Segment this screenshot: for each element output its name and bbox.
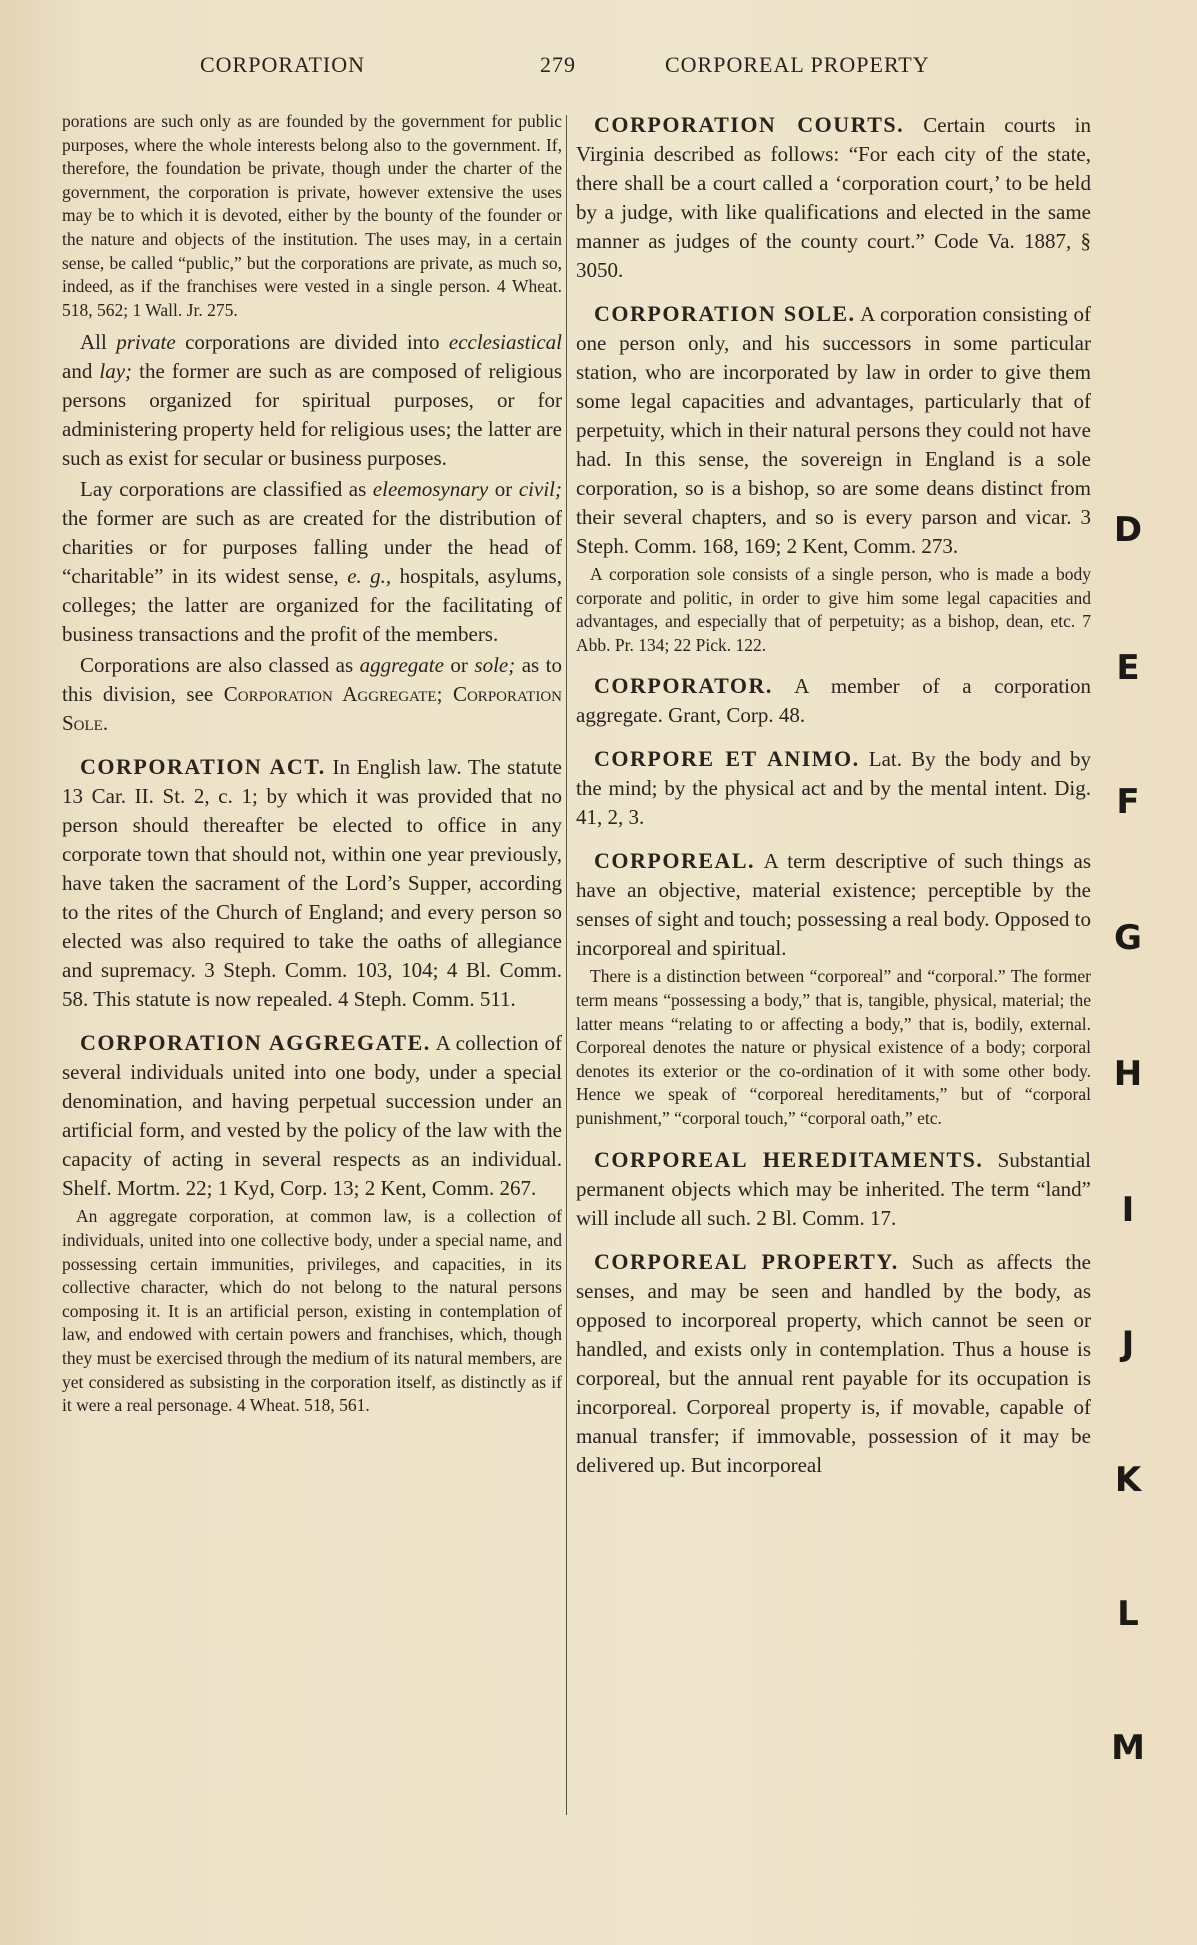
continuation-note: porations are such only as are founded by the government for public purposes, where the whole interests belong also to the government. If, therefore, the foundation be private, though under the charter of the government, the corporation is private, however extensive the uses may be to which it is devoted, either by the bounty of the founder or the nature and objects of the institution. The uses may, in a certain sense, be called “public,” but the corporations are private, as much so, indeed, as if the franchises were vested in a single person. 4 Wheat. 518, 562; 1 Wall. Jr. 275.	[62, 111, 562, 320]
entry-corporation-courts	[576, 110, 1091, 285]
entry-corporation-aggregate	[62, 1028, 562, 1417]
headword: CORPOREAL PROPERTY.	[594, 1248, 899, 1274]
left-column	[62, 110, 562, 1424]
entry-corporator	[576, 671, 1091, 730]
headword: CORPOREAL.	[594, 848, 756, 874]
thumb-index-letter[interactable]: D	[1113, 510, 1143, 550]
definition: Substantial permanent objects which may be inherited. The term “land” will include all such. 2 Bl. Comm. 17.	[576, 1147, 1091, 1230]
headword: CORPORATION AGGREGATE.	[80, 1030, 431, 1056]
thumb-index-letter[interactable]: E	[1116, 648, 1140, 688]
thumb-index-letter[interactable]: K	[1114, 1460, 1142, 1500]
thumb-index-letter[interactable]: M	[1111, 1728, 1145, 1768]
entry-corporation-act	[62, 752, 562, 1014]
definition: A member of a corporation aggregate. Grant, Corp. 48.	[576, 674, 1091, 728]
cross-reference: Corporation Aggregate	[223, 682, 437, 707]
note: There is a distinction between “corporeal” and “corporal.” The former term means “possessing a body,” that is, tangible, physical, material; the latter means “relating to or affecting a body,” that is, bodily, external. Corporeal denotes the nature or physical existence of a body; corporal denotes its exterior or the co-ordination of it with some other body. Hence we speak of “corporeal hereditaments,” but of “corporal punishment,” “corporal touch,” “corporal oath,” etc.	[576, 966, 1091, 1128]
cross-reference: Corporation Sole	[62, 682, 562, 736]
entry-corporation-sole	[576, 299, 1091, 657]
thumb-index-letter[interactable]: I	[1121, 1190, 1135, 1230]
page-number: 279	[540, 52, 576, 77]
note: A corporation sole consists of a single person, who is made a body corporate and politic, in order to give him some legal capacities and advantages, and especially that of perpetuity; as a bishop, dean, etc. 7 Abb. Pr. 134; 22 Pick. 122.	[576, 564, 1091, 655]
headword: CORPORATION ACT.	[80, 754, 326, 780]
definition: Certain courts in Virginia described as follows: “For each city of the state, there shall be a court called a ‘corporation court,’ to be held by a judge, with like qualifications and elected in the same manner as judges of the county court.” Code Va. 1887, § 3050.	[576, 113, 1092, 282]
headword: CORPORE ET ANIMO.	[594, 746, 860, 772]
lay-corporations-paragraph: Lay corporations are classified as eleemosynary or civil; the former are such as are created for the distribution of charities or for purposes falling under the head of “charitable” in its widest sense, e. g., hospitals, asylums, colleges; the latter are organized for the facilitating of business transactions and the profit of the members.	[62, 477, 562, 647]
headword: CORPORATION SOLE.	[594, 301, 856, 326]
definition: A corporation consisting of one person only, and his successors in some particular station, who are incorporated by law in order to give them some legal capacities and advantages, particularly that of perpetuity, which in their natural persons they could not have had. In this sense, the sovereign in England is a sole corporation, so is a bishop, so are some deans distinct from their several chapters, and so is every parson and vicar. 3 Steph. Comm. 168, 169; 2 Kent, Comm. 273.	[576, 302, 1091, 558]
thumb-index-letter[interactable]: G	[1114, 918, 1142, 958]
headword: CORPOREAL HEREDITAMENTS.	[594, 1146, 984, 1172]
entry-corporeal-property	[576, 1247, 1091, 1480]
note: An aggregate corporation, at common law, is a collection of individuals, united into one collective body, under a special name, and possessing certain immunities, privileges, and capacities, in its collective character, which do not belong to the natural persons composing it. It is an artificial person, existing in contemplation of law, and endowed with certain powers and franchises, which, though they must be exercised through the medium of its natural members, are yet considered as subsisting in the corporation itself, as distinctly as if it were a real personage. 4 Wheat. 518, 561.	[62, 1206, 562, 1416]
definition: A term descriptive of such things as have an objective, material existence; perceptible by the senses of sight and touch; possessing a real body. Opposed to incorporeal and spiritual.	[576, 849, 1091, 961]
definition: Such as affects the senses, and may be seen and handled by the body, as opposed to incorporeal property, which cannot be seen or handled, and exists only in contemplation. Thus a house is corporeal, but the annual rent payable for its occupation is incorporeal. Corporeal property is, if movable, capable of manual transfer; if immovable, possession of it may be delivered up. But incorporeal	[576, 1249, 1091, 1477]
right-column	[576, 110, 1091, 1482]
entry-corporeal	[576, 846, 1091, 1130]
column-divider	[566, 115, 567, 1815]
running-head	[200, 52, 990, 82]
thumb-index-letter[interactable]: F	[1116, 782, 1140, 822]
entry-corporeal-hereditaments	[576, 1145, 1091, 1233]
private-corporations-paragraph: All private corporations are divided into ecclesiastical and lay; the former are such as are composed of religious persons organized for spiritual purposes, or for administering property held for religious uses; the latter are such as exist for secular or business purposes.	[62, 330, 562, 471]
running-head-left: CORPORATION	[200, 52, 366, 77]
definition: In English law. The statute 13 Car. II. St. 2, c. 1; by which it was provided that no person should thereafter be elected to office in any corporate town that should not, within one year previously, have taken the sacrament of the Lord’s Supper, according to the rites of the Church of England; and every person so elected was also required to take the oaths of allegiance and supremacy. 3 Steph. Comm. 103, 104; 4 Bl. Comm. 58. This statute is now repealed. 4 Steph. Comm. 511.	[62, 755, 562, 1012]
aggregate-sole-paragraph: Corporations are also classed as aggregate or sole; as to this division, see Corporation Aggregate; Corporation Sole.	[62, 653, 562, 736]
thumb-index-letter[interactable]: J	[1121, 1324, 1135, 1364]
definition: Lat. By the body and by the mind; by the physical act and by the mental intent. Dig. 41, 2, 3.	[576, 747, 1092, 830]
running-head-right: CORPOREAL PROPERTY	[665, 52, 930, 77]
definition: A collection of several individuals united into one body, under a special denomination, and having perpetual succession under an artificial form, and vested by the policy of the law with the capacity of acting in several respects as an individual. Shelf. Mortm. 22; 1 Kyd, Corp. 13; 2 Kent, Comm. 267.	[62, 1031, 562, 1201]
headword: CORPORATOR.	[594, 673, 773, 699]
thumb-index-letter[interactable]: H	[1113, 1054, 1143, 1094]
headword: CORPORATION COURTS.	[594, 112, 905, 137]
thumb-index-letter[interactable]: L	[1117, 1594, 1139, 1634]
entry-corpore-et-animo	[576, 744, 1091, 832]
